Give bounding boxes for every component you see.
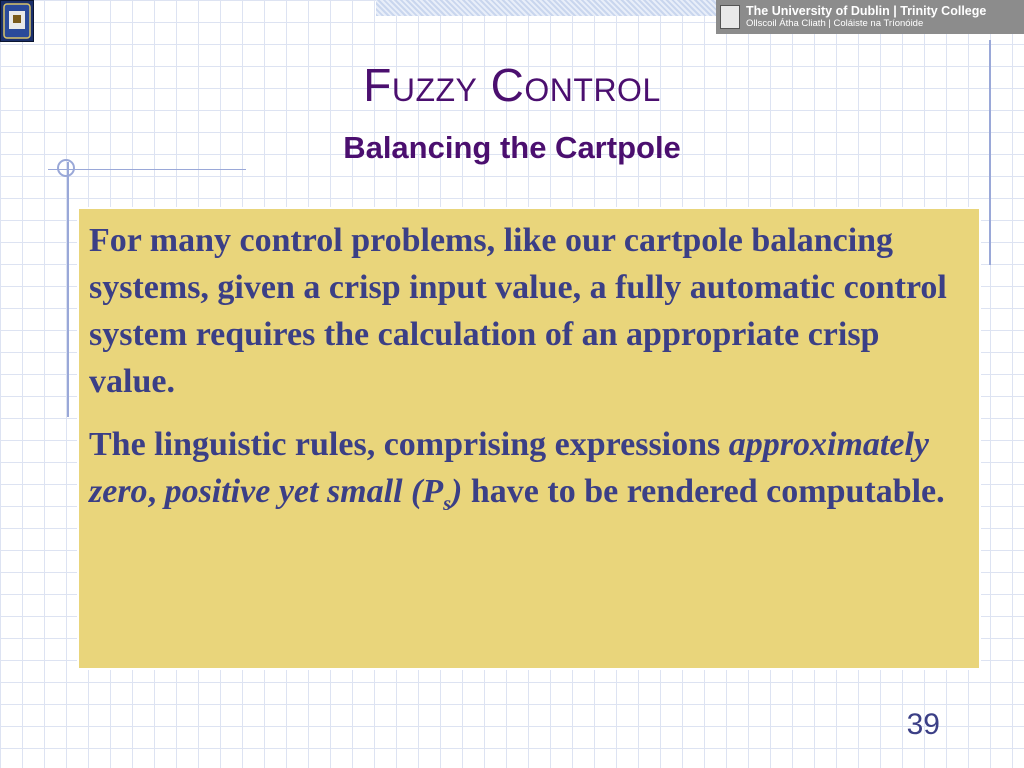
university-text <box>746 5 986 29</box>
term-positive-yet-small <box>164 473 463 515</box>
page-number: 39 <box>906 708 940 741</box>
university-name: The University of Dublin | Trinity College <box>746 3 987 18</box>
paragraph-1: For many control problems, like our cartpole balancing systems, given a crisp input value, a fully automatic control system requires the calculation of an appropriate crisp value. <box>89 222 947 400</box>
college-crest-logo <box>0 0 34 42</box>
term-positive-yet-small-text: positive yet small (P <box>164 473 444 510</box>
term-subscript: s <box>443 492 452 515</box>
header-decorative-band <box>376 0 716 16</box>
term-approximately-zero: approximately zero <box>89 426 929 510</box>
university-banner <box>716 0 1024 34</box>
slide-title: Fuzzy Control <box>363 59 661 111</box>
university-subtitle: Ollscoil Átha Cliath | Coláiste na Tríonóide <box>746 17 924 29</box>
slide-subtitle: Balancing the Cartpole <box>343 130 681 165</box>
paragraph-2-separator: , <box>147 473 165 510</box>
decorative-horizontal-line <box>48 169 246 170</box>
term-close-paren: ) <box>451 473 463 510</box>
paragraph-2 <box>89 421 967 515</box>
decorative-vertical-line-left <box>67 162 69 417</box>
paragraph-2-suffix: have to be rendered computable. <box>462 473 945 510</box>
paragraph-2-prefix: The linguistic rules, comprising expressions <box>89 426 729 463</box>
content-box <box>77 207 981 670</box>
university-shield-icon <box>720 5 740 29</box>
